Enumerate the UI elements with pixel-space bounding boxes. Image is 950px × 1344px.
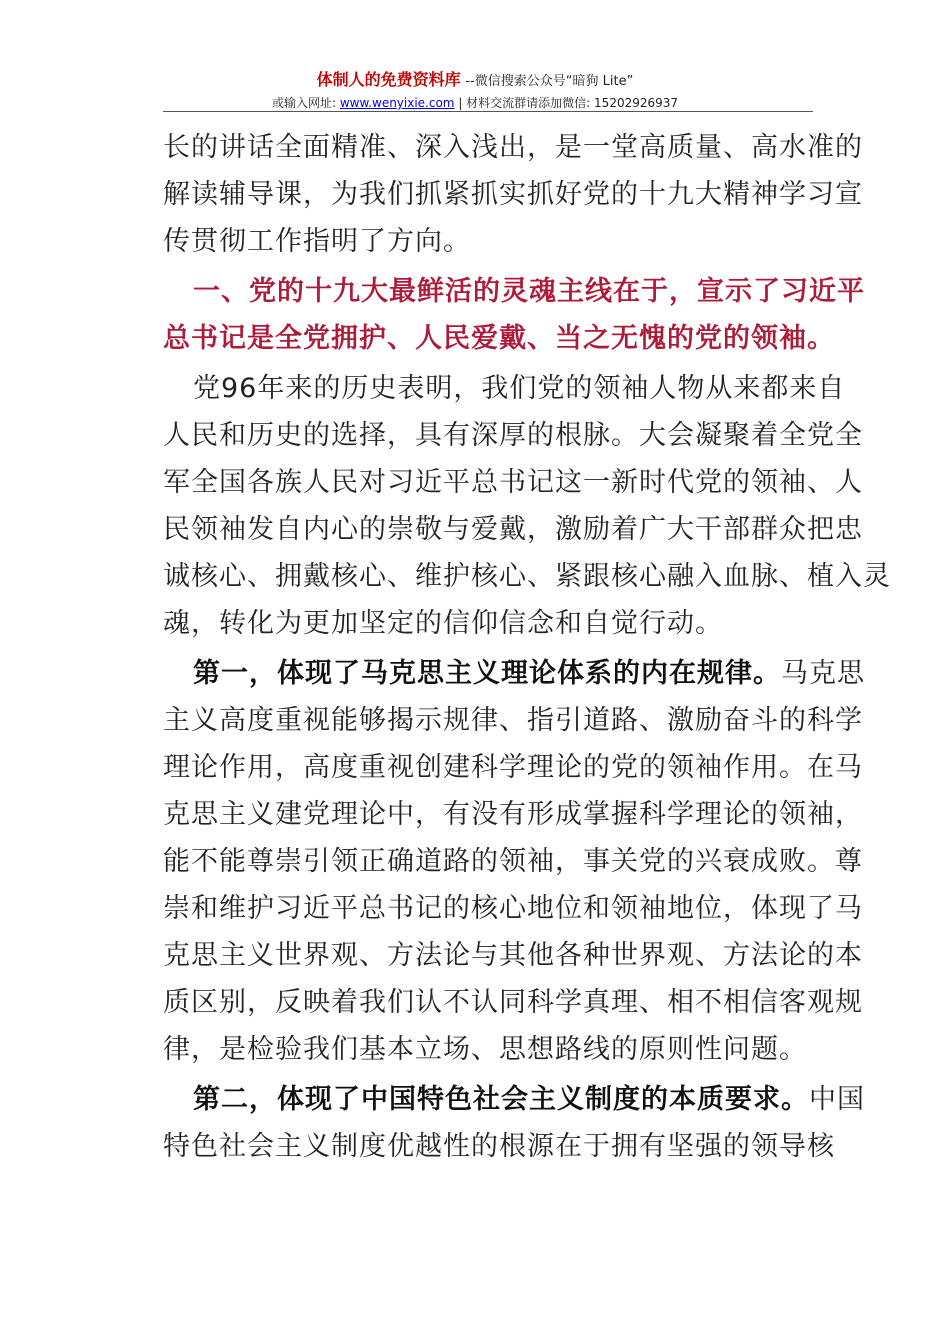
header-line-2 (0, 94, 950, 112)
text-line: 质区别，反映着我们认不认同科学真理、相不相信客观规 (163, 987, 863, 1018)
paragraph-second-point (163, 1076, 865, 1170)
text-line: 理论作用，高度重视创建科学理论的党的领袖作用。在马 (163, 752, 863, 783)
text-line: 军全国各族人民对习近平总书记这一新时代党的领袖、人 (163, 467, 863, 498)
text-line (163, 1076, 865, 1123)
text-fragment: 中国 (809, 1084, 865, 1115)
paragraph-history (163, 365, 891, 647)
header-brand: 体制人的免费资料库 (316, 70, 461, 89)
text-line: 魂，转化为更加坚定的信仰信念和自觉行动。 (163, 608, 723, 639)
page-header (0, 70, 950, 112)
text-line: 主义高度重视能够揭示规律、指引道路、激励奋斗的科学 (163, 705, 863, 736)
heading-line: 总书记是全党拥护、人民爱戴、当之无愧的党的领袖。 (163, 323, 835, 354)
header-slogan: --微信搜索公众号“暗狗 Lite” (465, 74, 634, 89)
text-line: 人民和历史的选择，具有深厚的根脉。大会凝聚着全党全 (163, 420, 863, 451)
text-line: 克思主义建党理论中，有没有形成掌握科学理论的领袖， (163, 799, 863, 830)
text-line: 解读辅导课，为我们抓紧抓实抓好党的十九大精神学习宣 (163, 179, 863, 210)
header-prefix: 或输入网址: (271, 96, 337, 110)
point-2-title: 第二，体现了中国特色社会主义制度的本质要求。 (193, 1084, 809, 1115)
point-1-title: 第一，体现了马克思主义理论体系的内在规律。 (193, 658, 781, 689)
text-line: 诚核心、拥戴核心、维护核心、紧跟核心融入血脉、植入灵 (163, 561, 891, 592)
section-heading-1 (163, 268, 865, 362)
text-fragment: 马克思 (781, 658, 865, 689)
website-link[interactable]: www.wenyixie.com (339, 96, 455, 110)
header-contact: | 材料交流群请添加微信: 15202926937 (458, 96, 679, 110)
text-line: 党96年来的历史表明，我们党的领袖人物从来都来自 (193, 373, 846, 404)
text-line: 传贯彻工作指明了方向。 (163, 226, 471, 257)
heading-line: 一、党的十九大最鲜活的灵魂主线在于，宣示了习近平 (193, 276, 865, 307)
text-line: 特色社会主义制度优越性的根源在于拥有坚强的领导核 (163, 1131, 835, 1162)
text-line: 长的讲话全面精准、深入浅出，是一堂高质量、高水准的 (163, 132, 863, 163)
paragraph-first-point (163, 650, 865, 1073)
text-line: 克思主义世界观、方法论与其他各种世界观、方法论的本 (163, 940, 863, 971)
text-line (163, 650, 865, 697)
text-line: 能不能尊崇引领正确道路的领袖，事关党的兴衰成败。尊 (163, 846, 863, 877)
text-line: 民领袖发自内心的崇敬与爱戴，激励着广大干部群众把忠 (163, 514, 863, 545)
paragraph-intro-continued (163, 124, 863, 265)
header-divider (163, 111, 813, 112)
document-body (163, 124, 891, 1170)
text-line: 崇和维护习近平总书记的核心地位和领袖地位，体现了马 (163, 893, 863, 924)
text-line: 律，是检验我们基本立场、思想路线的原则性问题。 (163, 1034, 807, 1065)
header-line-1 (0, 70, 950, 92)
